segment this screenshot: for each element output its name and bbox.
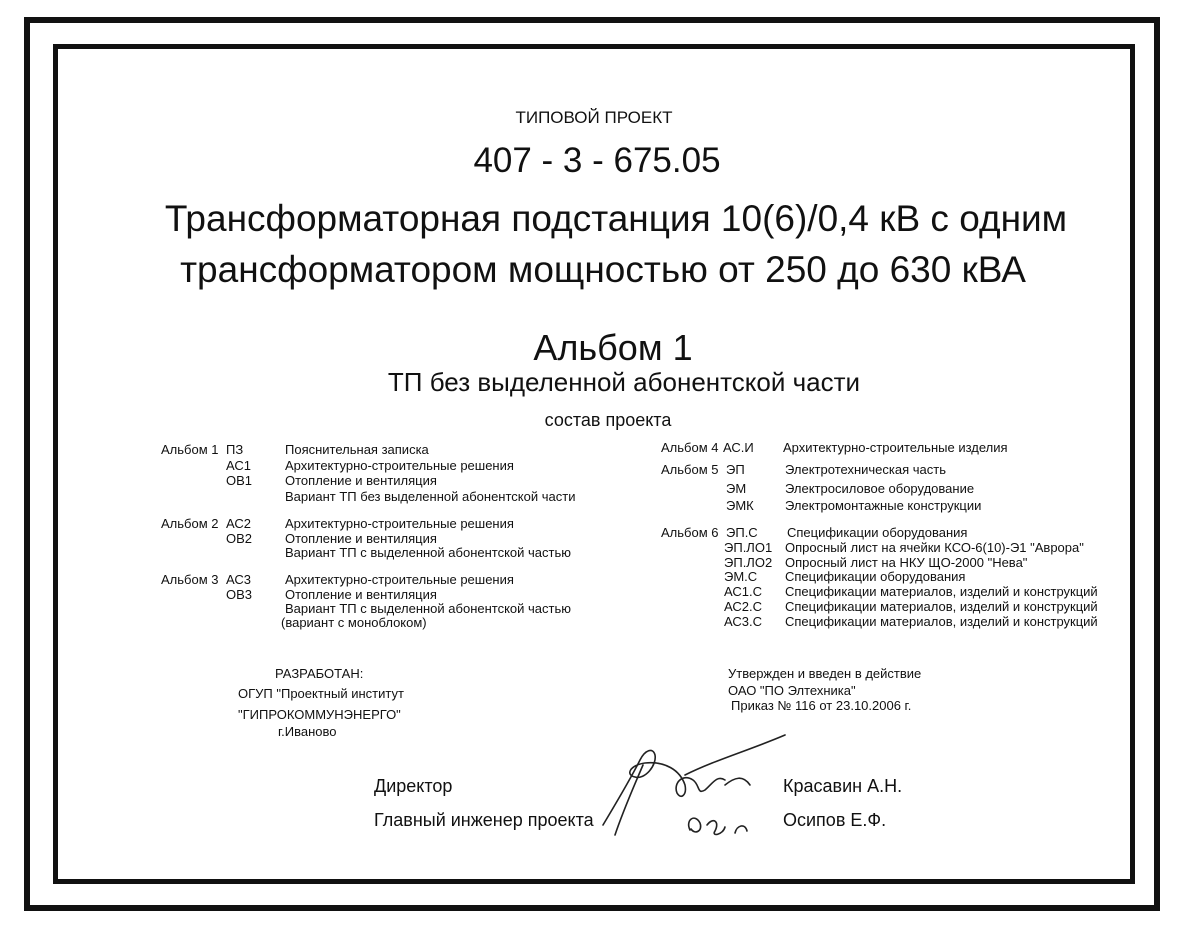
list-code: ЭМ.С <box>724 569 758 584</box>
list-desc: Архитектурно-строительные решения <box>285 572 514 587</box>
composition-label: состав проекта <box>544 410 672 430</box>
list-code: ПЗ <box>226 442 244 457</box>
list-desc: Электромонтажные конструкции <box>785 498 982 513</box>
list-code: ОВ1 <box>226 473 253 488</box>
title-line-1: Трансформаторная подстанция 10(6)/0,4 кВ с одним <box>164 198 1068 239</box>
list-desc: Спецификации оборудования <box>787 525 968 540</box>
list-code: АС3.С <box>724 614 763 629</box>
project-type-label: ТИПОВОЙ ПРОЕКТ <box>515 108 673 127</box>
list-desc: Вариант ТП с выделенной абонентской частью <box>285 601 572 616</box>
list-desc: Вариант ТП с выделенной абонентской частью <box>285 545 572 560</box>
developed-label: РАЗРАБОТАН: <box>275 666 364 681</box>
developer-org-line2: "ГИПРОКОММУНЭНЕРГО" <box>238 707 401 722</box>
list-desc: Архитектурно-строительные решения <box>285 458 514 473</box>
developer-city: г.Иваново <box>278 724 337 739</box>
list-desc: Опросный лист на ячейки КСО-6(10)-Э1 "Аврора" <box>785 540 1084 555</box>
list-code: ОВ2 <box>226 531 253 546</box>
approval-line1: Утвержден и введен в действие <box>728 666 922 681</box>
developer-org-line1: ОГУП "Проектный институт <box>238 686 404 701</box>
list-code: АС.И <box>723 440 754 455</box>
director-name: Красавин А.Н. <box>783 776 903 796</box>
album-subtitle: ТП без выделенной абонентской части <box>387 367 861 397</box>
project-number: 407 - 3 - 675.05 <box>473 141 721 180</box>
list-code: ЭП.С <box>726 525 758 540</box>
list-code: ЭП.ЛО2 <box>724 555 773 570</box>
approval-line2: ОАО "ПО Элтехника" <box>728 683 856 698</box>
list-code: ЭП <box>726 462 745 477</box>
list-album: Альбом 3 <box>161 572 219 587</box>
list-desc: Электросиловое оборудование <box>785 481 975 496</box>
list-desc: Опросный лист на НКУ ЩО-2000 "Нева" <box>785 555 1028 570</box>
list-code: АС1.С <box>724 584 763 599</box>
list-desc: Спецификации материалов, изделий и конструкций <box>785 599 1098 614</box>
list-desc: Электротехническая часть <box>785 462 946 477</box>
list-desc: Архитектурно-строительные изделия <box>783 440 1008 455</box>
approval-line3: Приказ № 116 от 23.10.2006 г. <box>731 698 912 713</box>
director-title: Директор <box>374 776 453 796</box>
list-code: АС1 <box>226 458 252 473</box>
list-code: АС2 <box>226 516 252 531</box>
list-code: ОВ3 <box>226 587 253 602</box>
list-album: Альбом 2 <box>161 516 219 531</box>
list-desc: Пояснительная записка <box>285 442 429 457</box>
chief-engineer-title: Главный инженер проекта <box>374 810 594 830</box>
list-album: Альбом 6 <box>661 525 719 540</box>
list-album: Альбом 4 <box>661 440 719 455</box>
list-desc: Отопление и вентиляция <box>285 531 437 546</box>
list-code: ЭМ <box>726 481 747 496</box>
list-code: ЭП.ЛО1 <box>724 540 773 555</box>
list-desc: Спецификации материалов, изделий и конструкций <box>785 584 1098 599</box>
list-code: АС2.С <box>724 599 763 614</box>
list-desc: Вариант ТП без выделенной абонентской части <box>285 489 576 504</box>
list-desc: Отопление и вентиляция <box>285 473 437 488</box>
list-code: АС3 <box>226 572 252 587</box>
list-desc: Спецификации оборудования <box>785 569 966 584</box>
list-album: Альбом 1 <box>161 442 219 457</box>
list-code: ЭМК <box>726 498 754 513</box>
list-desc: (вариант с моноблоком) <box>281 615 427 630</box>
album-title: Альбом 1 <box>533 327 693 368</box>
list-album: Альбом 5 <box>661 462 719 477</box>
list-desc: Отопление и вентиляция <box>285 587 437 602</box>
handwritten-signature <box>585 725 820 845</box>
list-desc: Спецификации материалов, изделий и конструкций <box>785 614 1098 629</box>
list-desc: Архитектурно-строительные решения <box>285 516 514 531</box>
chief-engineer-name: Осипов Е.Ф. <box>783 810 887 830</box>
title-line-2: трансформатором мощностью от 250 до 630 кВА <box>180 249 1026 290</box>
